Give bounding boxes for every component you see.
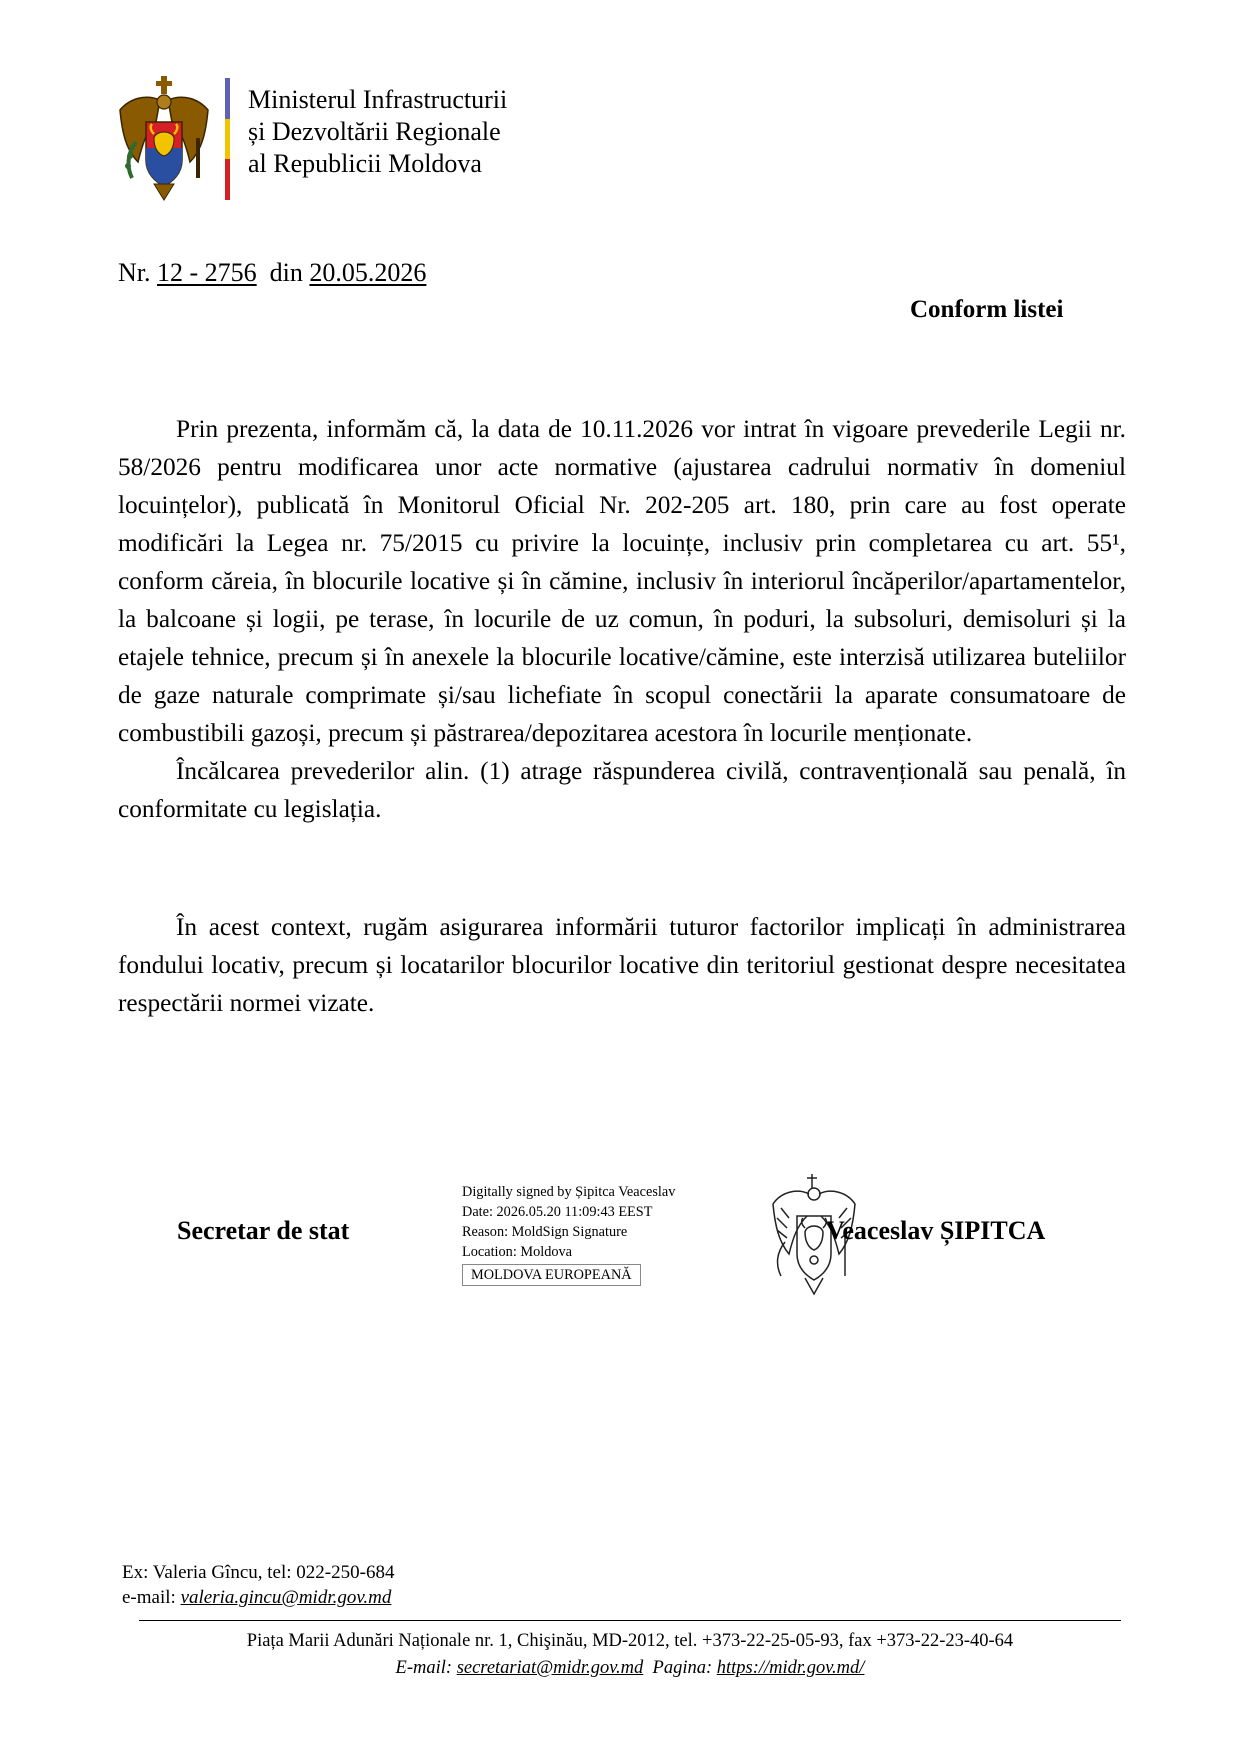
footer-email-label: E-mail: bbox=[395, 1658, 453, 1678]
signatory-name: Veaceslav ȘIPITCA bbox=[826, 1216, 1046, 1245]
ministry-line: și Dezvoltării Regionale bbox=[248, 117, 501, 146]
footer-website-link[interactable]: https://midr.gov.md/ bbox=[716, 1658, 865, 1678]
paragraph: Prin prezenta, informăm că, la data de 10.11.2026 vor intrat în vigoare prevederile Legii nr. 58/2026 pentru modificarea unor acte normative (ajustarea cadrului normativ în domeniul locuințelor), publicată în Monitorul Oficial Nr. 202-205 art. 180, prin care au fost operate modificări la Legea nr. 75/2015 cu privire la locuințe, inclusiv prin completarea cu art. 55¹, conform căreia, în blocurile locative și în cămine, inclusiv în interiorul încăperilor/apartamentelor, la balcoane și logii, pe terase, în locurile de uz comun, în poduri, la subsoluri, demisoluri și la etajele tehnice, precum și în anexele la blocurile locative/cămine, este interzisă utilizarea buteliilor de gaze naturale comprimate și/sau lichefiate în scopul conectării la aparate consumatoare de combustibili gazoși, precum și păstrarea/depozitarea acestora în locurile menționate. bbox=[118, 415, 1126, 747]
tricolor-bar bbox=[225, 78, 230, 200]
executor-line: Ex: Valeria Gîncu, tel: 022-250-684 bbox=[122, 1562, 395, 1583]
footer-contacts bbox=[139, 1655, 1121, 1682]
paragraph: Încălcarea prevederilor alin. (1) atrage răspunderea civilă, contravențională sau penală, în conformitate cu legislația. bbox=[118, 757, 1126, 823]
footer bbox=[139, 1628, 1121, 1682]
tricolor-yellow bbox=[225, 119, 230, 160]
ministry-line: Ministerul Infrastructurii bbox=[248, 85, 508, 114]
registration-number: 12 - 2756 bbox=[157, 258, 257, 287]
tricolor-red bbox=[225, 159, 230, 200]
ministry-line: al Republicii Moldova bbox=[248, 149, 482, 178]
body-text-closing bbox=[118, 908, 1126, 1022]
body-text bbox=[118, 410, 1126, 828]
paragraph: În acest context, rugăm asigurarea informării tuturor factorilor implicați în administrarea fondului locativ, precum și locatarilor blocurilor locative din teritoriul gestionat despre necesitatea respectării normei vizate. bbox=[118, 913, 1126, 1017]
footer-email-link[interactable]: secretariat@midr.gov.md bbox=[456, 1658, 644, 1678]
footer-divider bbox=[139, 1620, 1121, 1621]
signatory-role: Secretar de stat bbox=[177, 1216, 350, 1245]
ministry-name bbox=[248, 84, 507, 180]
digital-signature-line: Date: 2026.05.20 11:09:43 EEST bbox=[462, 1204, 653, 1220]
footer-address: Piața Marii Adunări Naționale nr. 1, Chişinău, MD-2012, tel. +373-22-25-05-93, fax +373-22-23-40-64 bbox=[246, 1631, 1014, 1651]
executor-info bbox=[122, 1560, 394, 1610]
footer-page-label: Pagina: bbox=[652, 1658, 713, 1678]
executor-email-link[interactable]: valeria.gincu@midr.gov.md bbox=[180, 1587, 392, 1608]
digital-signature-line: Digitally signed by Șipitca Veaceslav bbox=[462, 1184, 676, 1200]
executor-email-line bbox=[122, 1585, 394, 1610]
digital-signature bbox=[462, 1182, 675, 1286]
signature-badge: MOLDOVA EUROPEANĂ bbox=[462, 1264, 641, 1286]
registration-date: 20.05.2026 bbox=[309, 258, 427, 287]
email-label: e-mail: bbox=[122, 1587, 176, 1608]
tricolor-blue bbox=[225, 78, 230, 119]
digital-signature-line: Location: Moldova bbox=[462, 1244, 572, 1260]
coat-of-arms-logo bbox=[116, 76, 212, 202]
registration-line bbox=[118, 258, 426, 288]
din-label: din bbox=[269, 258, 303, 287]
recipient: Conform listei bbox=[910, 296, 1064, 323]
nr-label: Nr. bbox=[118, 258, 151, 287]
digital-signature-line: Reason: MoldSign Signature bbox=[462, 1224, 628, 1240]
